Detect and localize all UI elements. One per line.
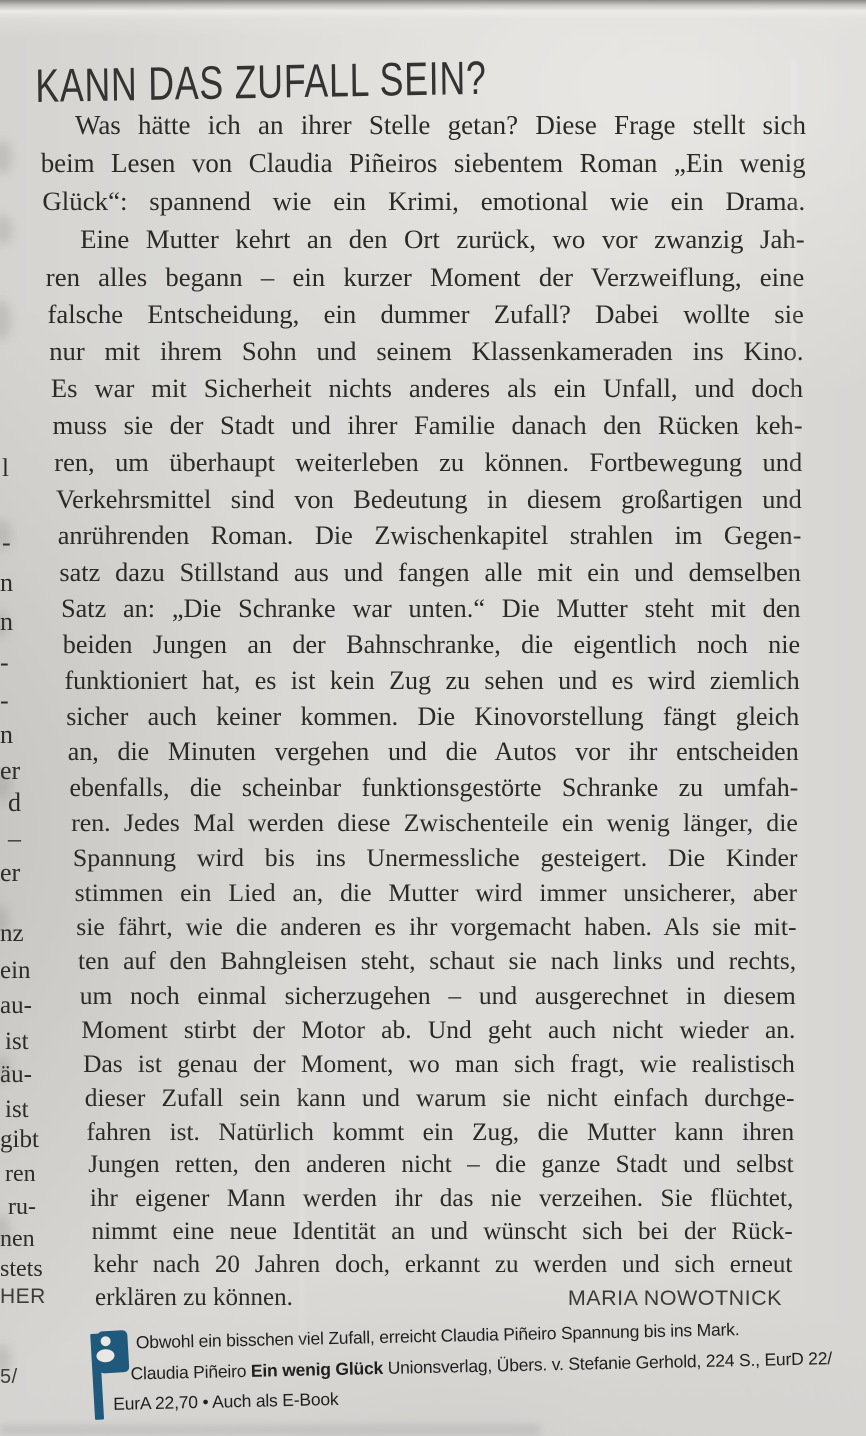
body-text-line: Es war mit Sicherheit nichts anderes als ein Unfall, und doch xyxy=(50,373,804,403)
body-text-line: um noch einmal sicherzugehen – und ausgerechnet in diesem xyxy=(79,980,796,1010)
margin-text-fragment: au- xyxy=(0,992,32,1019)
margin-text-fragment: ein xyxy=(0,957,31,984)
margin-text-fragment: nen xyxy=(0,1226,35,1252)
margin-text-fragment: l xyxy=(2,455,9,482)
body-text-line: Eine Mutter kehrt an den Ort zurück, wo vor zwanzig Jah- xyxy=(80,224,805,255)
body-text-line: Das ist genau der Moment, wo man sich fragt, wie realistisch xyxy=(83,1050,795,1078)
article-headline: KANN DAS ZUFALL SEIN? xyxy=(35,51,487,113)
body-text-line: muss sie der Stadt und ihrer Familie danach den Rücken keh- xyxy=(52,410,803,440)
body-text-line: satz dazu Stillstand aus und fangen alle mit ein und demselben xyxy=(59,557,801,587)
body-text-line: dieser Zufall sein kann und warum sie nicht einfach durchge- xyxy=(84,1084,795,1112)
margin-text-fragment: n xyxy=(0,607,13,636)
margin-text-fragment: ist xyxy=(5,1028,29,1055)
margin-text-fragment: ren xyxy=(5,1161,36,1187)
body-text: erklären zu können. xyxy=(95,1284,293,1312)
paper-crease xyxy=(300,1050,303,1350)
body-text-line: an, die Minuten vergehen und die Autos vor ihr entscheiden xyxy=(67,737,799,767)
bleed-through-smudge xyxy=(0,215,12,245)
body-text-line: fahren ist. Natürlich kommt ein Zug, die Mutter kann ihren xyxy=(86,1117,795,1146)
body-text-line: beim Lesen von Claudia Piñeiros siebentem Roman „Ein wenig xyxy=(40,148,806,179)
margin-text-fragment: n xyxy=(0,568,13,597)
margin-text-fragment: stets xyxy=(0,1256,43,1282)
body-text-line xyxy=(95,1285,792,1311)
margin-text-fragment: ist xyxy=(5,1096,29,1123)
body-text-line: falsche Entscheidung, ein dummer Zufall? Dabei wollte sie xyxy=(47,299,804,330)
book-title: Ein wenig Glück xyxy=(250,1357,384,1381)
margin-text-fragment: d xyxy=(8,788,21,817)
body-text-line: Moment stirbt der Motor ab. Und geht auch nicht wieder an. xyxy=(81,1014,796,1044)
review-verdict: Obwohl ein bisschen viel Zufall, erreicht Claudia Piñeiro Spannung bis ins Mark. xyxy=(135,1319,740,1353)
body-text-line: nimmt eine neue Identität an und wünscht sich bei der Rück- xyxy=(91,1218,793,1246)
margin-text-fragment: n xyxy=(0,720,13,749)
bleed-through-smudge xyxy=(0,1424,540,1436)
body-text-line: ihr eigener Mann werden ihr das nie verzeihen. Sie flüchtet, xyxy=(89,1184,794,1212)
bleed-through-smudge xyxy=(0,300,11,340)
body-text-line: Jungen retten, den anderen nicht – die ganze Stadt und selbst xyxy=(88,1151,794,1179)
margin-text-fragment: er xyxy=(0,756,21,785)
body-text-line: Glück“: spannend wie ein Krimi, emotional wie ein Drama. xyxy=(42,186,806,217)
body-text-line: nur mit ihrem Sohn und seinem Klassenkameraden ins Kino. xyxy=(49,335,804,366)
body-text-line: ren alles begann – ein kurzer Moment der Verzweiflung, eine xyxy=(45,261,805,292)
body-text-line: Was hätte ich an ihrer Stelle getan? Diese Frage stellt sich xyxy=(75,110,806,140)
body-text-line: Spannung wird bis ins Unermessliche gesteigert. Die Kinder xyxy=(72,842,798,872)
margin-text-fragment: HER xyxy=(0,1285,46,1308)
book-details: Unionsverlag, Übers. v. Stefanie Gerhold, 224 S., EurD 22/ xyxy=(387,1348,833,1378)
body-text-line: Verkehrsmittel sind von Bedeutung in diesem großartigen und xyxy=(56,483,802,514)
body-text-line: ren, um überhaupt weiterleben zu können. Fortbewegung und xyxy=(54,446,803,477)
body-text-line: anrührenden Roman. Die Zwischenkapitel strahlen im Gegen- xyxy=(57,521,802,551)
body-text-line: beiden Jungen an der Bahnschranke, die eigentlich noch nie xyxy=(62,629,801,659)
body-text-line: ten auf den Bahngleisen steht, schaut sie nach links und rechts, xyxy=(78,946,797,976)
body-text-line: stimmen ein Lied an, die Mutter wird immer unsicherer, aber xyxy=(74,877,798,907)
body-text-line: kehr nach 20 Jahren doch, erkannt zu werden und sich erneut xyxy=(93,1251,793,1279)
body-text-line: ebenfalls, die scheinbar funktionsgestörte Schranke zu umfah- xyxy=(69,772,799,802)
margin-text-fragment: 5/ xyxy=(0,1366,18,1388)
book-info-footer xyxy=(0,1311,832,1436)
margin-text-fragment: er xyxy=(0,858,21,887)
margin-text-fragment: ru- xyxy=(8,1194,36,1220)
margin-text-fragment: – xyxy=(8,824,21,853)
margin-text-fragment: - xyxy=(0,648,9,677)
body-text-line: sicher auch keiner kommen. Die Kinovorstellung fängt gleich xyxy=(66,701,800,731)
body-text-line: ren. Jedes Mal werden diese Zwischenteile ein wenig länger, die xyxy=(71,807,798,837)
bleed-through-smudge xyxy=(0,140,12,174)
margin-text-fragment: äu- xyxy=(0,1061,32,1088)
body-text-line: funktioniert hat, es ist kein Zug zu sehen und es wird ziemlich xyxy=(64,665,800,695)
book-reference-line2: EurA 22,70 • Auch als E-Book xyxy=(113,1388,339,1414)
book-author: Claudia Piñeiro xyxy=(130,1360,247,1384)
margin-text-fragment: - xyxy=(2,528,11,557)
author-byline: MARIA NOWOTNICK xyxy=(567,1286,782,1311)
paper-crease xyxy=(792,60,795,580)
body-text-line: Satz an: „Die Schranke war unten.“ Die Mutter steht mit den xyxy=(61,593,801,623)
book-reference xyxy=(130,1348,832,1384)
margin-text-fragment: - xyxy=(0,686,9,715)
margin-text-fragment: nz xyxy=(0,920,24,947)
margin-text-fragment: gibt xyxy=(0,1126,39,1153)
body-text-line: sie fährt, wie die anderen es ihr vorgemacht haben. Als sie mit- xyxy=(76,911,797,941)
